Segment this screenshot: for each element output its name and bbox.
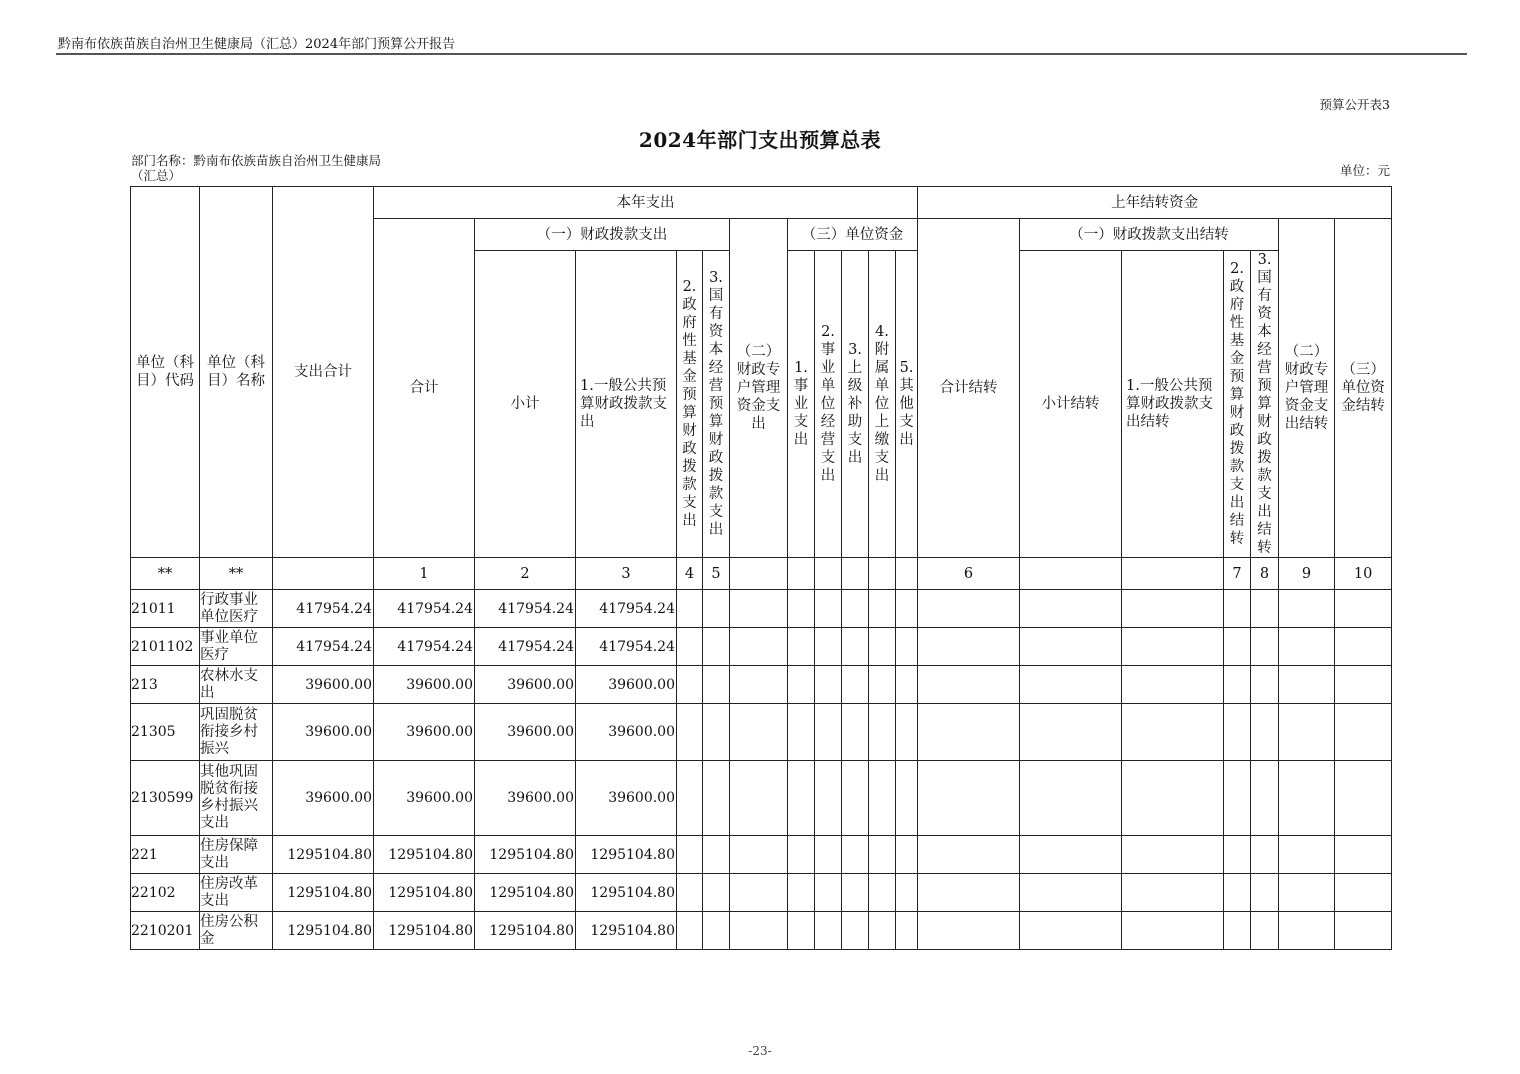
- header-fiscal: （一）财政拨款支出: [475, 219, 730, 251]
- index-cell: 7: [1224, 558, 1251, 590]
- table-row: [131, 590, 1392, 628]
- row-total: 1295104.80: [273, 912, 374, 950]
- index-cell: 8: [1251, 558, 1279, 590]
- row-code: 22102: [131, 874, 200, 912]
- table-row: [131, 628, 1392, 666]
- row-xiaoji: 1295104.80: [475, 912, 576, 950]
- row-heji: 1295104.80: [374, 912, 475, 950]
- row-general: 417954.24: [576, 590, 677, 628]
- header-xiaoji: 小计: [475, 251, 576, 558]
- header-general: 1.一般公共预算财政拨款支出: [576, 251, 677, 558]
- row-general: 39600.00: [576, 666, 677, 704]
- index-cell: 9: [1279, 558, 1335, 590]
- header-fiscal-carry: （一）财政拨款支出结转: [1020, 219, 1279, 251]
- index-cell: 5: [703, 558, 730, 590]
- header-state-capital: 3.国有资本经营预算财政拨款支出: [708, 270, 724, 538]
- header-current-year: 本年支出: [374, 187, 918, 219]
- row-total: 1295104.80: [273, 874, 374, 912]
- running-header: 黔南布依族苗族自治州卫生健康局（汇总）2024年部门预算公开报告: [58, 37, 456, 52]
- index-cell: [842, 558, 869, 590]
- header-gov-fund-carry: 2.政府性基金预算财政拨款支出结转: [1229, 261, 1245, 547]
- row-general: 39600.00: [576, 704, 677, 761]
- header-total: 支出合计: [273, 187, 374, 558]
- row-xiaoji: 39600.00: [475, 666, 576, 704]
- header-name: 单位（科目）名称: [200, 187, 273, 558]
- row-name: 事业单位医疗: [200, 628, 273, 666]
- index-cell: [896, 558, 918, 590]
- budget-table: [130, 186, 1392, 950]
- table-row: [131, 704, 1392, 761]
- index-cell: 2: [475, 558, 576, 590]
- index-cell: [730, 558, 788, 590]
- row-code: 21305: [131, 704, 200, 761]
- row-code: 2101102: [131, 628, 200, 666]
- index-cell: [1122, 558, 1224, 590]
- row-name: 住房改革支出: [200, 874, 273, 912]
- row-general: 1295104.80: [576, 874, 677, 912]
- form-number: 预算公开表3: [1319, 97, 1390, 112]
- row-xiaoji: 1295104.80: [475, 836, 576, 874]
- header-unit-funds: （三）单位资金: [788, 219, 918, 251]
- header-row-1: [131, 187, 1392, 219]
- index-cell: **: [131, 558, 200, 590]
- row-total: 39600.00: [273, 666, 374, 704]
- department-name: 部门名称：黔南布依族苗族自治州卫生健康局（汇总）: [131, 153, 382, 183]
- table-row: [131, 874, 1392, 912]
- row-general: 1295104.80: [576, 912, 677, 950]
- header-u4: 4.附属单位上缴支出: [874, 324, 890, 484]
- table-row: [131, 836, 1392, 874]
- row-xiaoji: 39600.00: [475, 704, 576, 761]
- row-name: 其他巩固脱贫衔接乡村振兴支出: [200, 761, 273, 836]
- header-u3: 3.上级补助支出: [847, 342, 863, 466]
- index-cell: [1020, 558, 1122, 590]
- row-code: 21011: [131, 590, 200, 628]
- index-cell: [869, 558, 896, 590]
- row-total: 39600.00: [273, 761, 374, 836]
- index-cell: [273, 558, 374, 590]
- header-unit-carry: （三）单位资金结转: [1335, 219, 1392, 558]
- table-title: 2024年部门支出预算总表: [638, 128, 882, 152]
- index-cell: **: [200, 558, 273, 590]
- index-cell: [788, 558, 815, 590]
- header-u2: 2.事业单位经营支出: [820, 324, 836, 484]
- row-general: 417954.24: [576, 628, 677, 666]
- row-name: 住房保障支出: [200, 836, 273, 874]
- row-name: 住房公积金: [200, 912, 273, 950]
- table-row: [131, 761, 1392, 836]
- row-code: 2130599: [131, 761, 200, 836]
- row-code: 221: [131, 836, 200, 874]
- row-xiaoji: 39600.00: [475, 761, 576, 836]
- row-total: 1295104.80: [273, 836, 374, 874]
- table-row: [131, 666, 1392, 704]
- header-special: （二）财政专户管理资金支出: [730, 219, 788, 558]
- row-xiaoji: 417954.24: [475, 628, 576, 666]
- header-code: 单位（科目）代码: [131, 187, 200, 558]
- header-general-carry: 1.一般公共预算财政拨款支出结转: [1122, 251, 1224, 558]
- row-name: 农林水支出: [200, 666, 273, 704]
- header-state-capital-carry: 3.国有资本经营预算财政拨款支出结转: [1257, 252, 1272, 556]
- row-heji: 417954.24: [374, 628, 475, 666]
- row-code: 213: [131, 666, 200, 704]
- row-heji: 1295104.80: [374, 836, 475, 874]
- row-total: 417954.24: [273, 590, 374, 628]
- row-heji: 1295104.80: [374, 874, 475, 912]
- header-rule: [56, 53, 1467, 55]
- header-heji: 合计: [374, 219, 475, 558]
- row-name: 行政事业单位医疗: [200, 590, 273, 628]
- row-general: 39600.00: [576, 761, 677, 836]
- row-total: 39600.00: [273, 704, 374, 761]
- header-heji-carry: 合计结转: [918, 219, 1020, 558]
- index-row: [131, 558, 1392, 590]
- row-heji: 39600.00: [374, 761, 475, 836]
- index-cell: 3: [576, 558, 677, 590]
- header-prev-year: 上年结转资金: [918, 187, 1392, 219]
- header-gov-fund: 2.政府性基金预算财政拨款支出: [682, 279, 697, 529]
- index-cell: 10: [1335, 558, 1392, 590]
- header-u1: 1.事业支出: [793, 360, 809, 448]
- row-general: 1295104.80: [576, 836, 677, 874]
- index-cell: 6: [918, 558, 1020, 590]
- row-heji: 39600.00: [374, 666, 475, 704]
- page-number: -23-: [748, 1044, 772, 1058]
- unit-label: 单位：元: [1339, 163, 1390, 178]
- row-name: 巩固脱贫衔接乡村振兴: [200, 704, 273, 761]
- index-cell: 1: [374, 558, 475, 590]
- row-xiaoji: 1295104.80: [475, 874, 576, 912]
- row-heji: 39600.00: [374, 704, 475, 761]
- row-heji: 417954.24: [374, 590, 475, 628]
- header-special-carry: （二）财政专户管理资金支出结转: [1279, 219, 1335, 558]
- header-xiaoji-carry: 小计结转: [1020, 251, 1122, 558]
- table-row: [131, 912, 1392, 950]
- index-cell: [815, 558, 842, 590]
- row-total: 417954.24: [273, 628, 374, 666]
- header-u5: 5.其他支出: [899, 360, 914, 448]
- index-cell: 4: [677, 558, 703, 590]
- row-code: 2210201: [131, 912, 200, 950]
- row-xiaoji: 417954.24: [475, 590, 576, 628]
